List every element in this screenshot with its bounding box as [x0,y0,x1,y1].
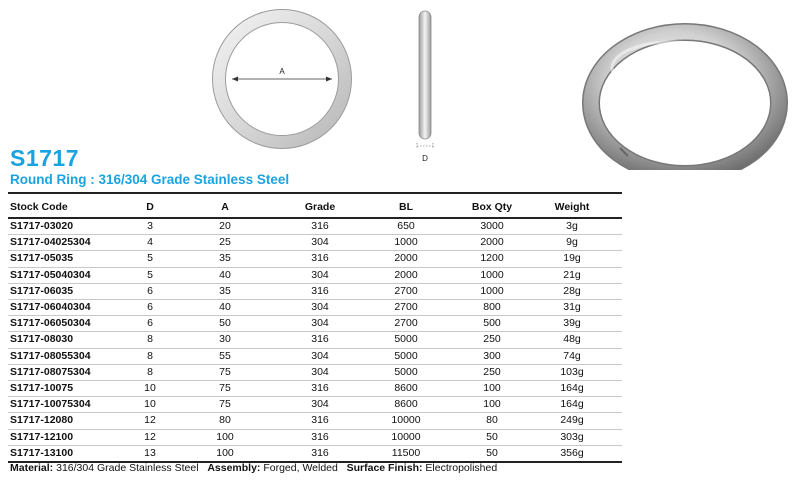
header-stock-code: Stock Code [8,193,140,218]
weight-cell: 9g [522,235,622,251]
box-qty-cell: 100 [462,397,522,413]
bl-cell: 2700 [350,300,462,316]
box-qty-cell: 2000 [462,235,522,251]
stock-code-cell: S1717-06050304 [8,316,140,332]
grade-cell: 316 [290,251,350,267]
a-cell: 35 [160,283,290,299]
grade-cell: 304 [290,235,350,251]
header-grade: Grade [290,193,350,218]
bl-cell: 5000 [350,348,462,364]
weight-cell: 303g [522,429,622,445]
weight-cell: 39g [522,316,622,332]
box-qty-cell: 1000 [462,267,522,283]
grade-cell: 304 [290,364,350,380]
ring-diagrams [0,0,804,170]
d-cell: 10 [140,381,160,397]
box-qty-cell: 50 [462,445,522,462]
header-box-qty: Box Qty [462,193,522,218]
bl-cell: 10000 [350,413,462,429]
table-row [8,283,622,299]
grade-cell: 316 [290,283,350,299]
box-qty-cell: 50 [462,429,522,445]
d-cell: 10 [140,397,160,413]
d-cell: 6 [140,316,160,332]
grade-cell: 304 [290,397,350,413]
stock-code-cell: S1717-04025304 [8,235,140,251]
weight-cell: 74g [522,348,622,364]
side-view-ring [417,11,433,163]
specification-table [8,192,622,463]
surface-finish-label: Surface Finish: [346,462,423,474]
grade-cell: 316 [290,429,350,445]
box-qty-cell: 3000 [462,218,522,235]
d-cell: 6 [140,300,160,316]
a-cell: 80 [160,413,290,429]
grade-cell: 304 [290,267,350,283]
header-weight: Weight [522,193,622,218]
a-cell: 40 [160,300,290,316]
stock-code-cell: S1717-12080 [8,413,140,429]
bl-cell: 5000 [350,364,462,380]
stock-code-cell: S1717-08030 [8,332,140,348]
grade-cell: 316 [290,413,350,429]
stock-code-cell: S1717-08075304 [8,364,140,380]
grade-cell: 316 [290,218,350,235]
box-qty-cell: 250 [462,364,522,380]
header-a: A [160,193,290,218]
bl-cell: 650 [350,218,462,235]
product-code: S1717 [10,145,80,171]
table-row [8,429,622,445]
grade-cell: 304 [290,300,350,316]
header-d: D [140,193,160,218]
weight-cell: 164g [522,381,622,397]
stock-code-cell: S1717-06035 [8,283,140,299]
stock-code-cell: S1717-05040304 [8,267,140,283]
weight-cell: 21g [522,267,622,283]
table-row [8,413,622,429]
box-qty-cell: 100 [462,381,522,397]
d-cell: 5 [140,251,160,267]
weight-cell: 164g [522,397,622,413]
weight-cell: 48g [522,332,622,348]
table-header-row [8,193,622,218]
stock-code-cell: S1717-05035 [8,251,140,267]
product-photo-ring [591,32,779,170]
a-cell: 55 [160,348,290,364]
bl-cell: 2000 [350,267,462,283]
table-row [8,316,622,332]
table-row [8,445,622,462]
table-row [8,332,622,348]
grade-cell: 304 [290,348,350,364]
box-qty-cell: 500 [462,316,522,332]
box-qty-cell: 800 [462,300,522,316]
a-cell: 35 [160,251,290,267]
surface-finish-value: Electropolished [425,462,498,474]
bl-cell: 2000 [350,251,462,267]
footer-notes [10,462,497,474]
grade-cell: 316 [290,332,350,348]
table-row [8,267,622,283]
stock-code-cell: S1717-03020 [8,218,140,235]
stock-code-cell: S1717-06040304 [8,300,140,316]
a-cell: 100 [160,445,290,462]
bl-cell: 8600 [350,381,462,397]
stock-code-cell: S1717-12100 [8,429,140,445]
table-row [8,348,622,364]
weight-cell: 356g [522,445,622,462]
bl-cell: 5000 [350,332,462,348]
bl-cell: 2700 [350,283,462,299]
d-cell: 5 [140,267,160,283]
box-qty-cell: 80 [462,413,522,429]
product-subtitle: Round Ring : 316/304 Grade Stainless Steel [10,172,290,187]
header-bl: BL [350,193,462,218]
assembly-label: Assembly: [207,462,261,474]
a-cell: 75 [160,364,290,380]
d-cell: 4 [140,235,160,251]
table-row [8,364,622,380]
table-row [8,218,622,235]
stock-code-cell: S1717-10075 [8,381,140,397]
weight-cell: 249g [522,413,622,429]
d-cell: 8 [140,348,160,364]
weight-cell: 3g [522,218,622,235]
d-cell: 8 [140,364,160,380]
stock-code-cell: S1717-13100 [8,445,140,462]
a-cell: 20 [160,218,290,235]
weight-cell: 28g [522,283,622,299]
a-cell: 75 [160,381,290,397]
box-qty-cell: 300 [462,348,522,364]
front-view-ring [219,16,345,142]
material-value: 316/304 Grade Stainless Steel [56,462,199,474]
a-cell: 25 [160,235,290,251]
stock-code-cell: S1717-08055304 [8,348,140,364]
table-row [8,300,622,316]
box-qty-cell: 1000 [462,283,522,299]
d-cell: 13 [140,445,160,462]
d-cell: 3 [140,218,160,235]
d-cell: 8 [140,332,160,348]
box-qty-cell: 1200 [462,251,522,267]
table-row [8,397,622,413]
material-label: Material: [10,462,54,474]
grade-cell: 316 [290,445,350,462]
bl-cell: 1000 [350,235,462,251]
stock-code-cell: S1717-10075304 [8,397,140,413]
grade-cell: 316 [290,381,350,397]
bl-cell: 2700 [350,316,462,332]
a-cell: 50 [160,316,290,332]
weight-cell: 31g [522,300,622,316]
d-cell: 12 [140,413,160,429]
dimension-d-label: D [422,154,428,163]
weight-cell: 19g [522,251,622,267]
grade-cell: 304 [290,316,350,332]
a-cell: 40 [160,267,290,283]
table-row [8,235,622,251]
table-row [8,251,622,267]
a-cell: 100 [160,429,290,445]
box-qty-cell: 250 [462,332,522,348]
bl-cell: 10000 [350,429,462,445]
d-cell: 6 [140,283,160,299]
a-cell: 30 [160,332,290,348]
assembly-value: Forged, Welded [263,462,338,474]
dimension-a-label: A [279,67,285,76]
bl-cell: 8600 [350,397,462,413]
bl-cell: 11500 [350,445,462,462]
table-row [8,381,622,397]
d-cell: 12 [140,429,160,445]
weight-cell: 103g [522,364,622,380]
a-cell: 75 [160,397,290,413]
